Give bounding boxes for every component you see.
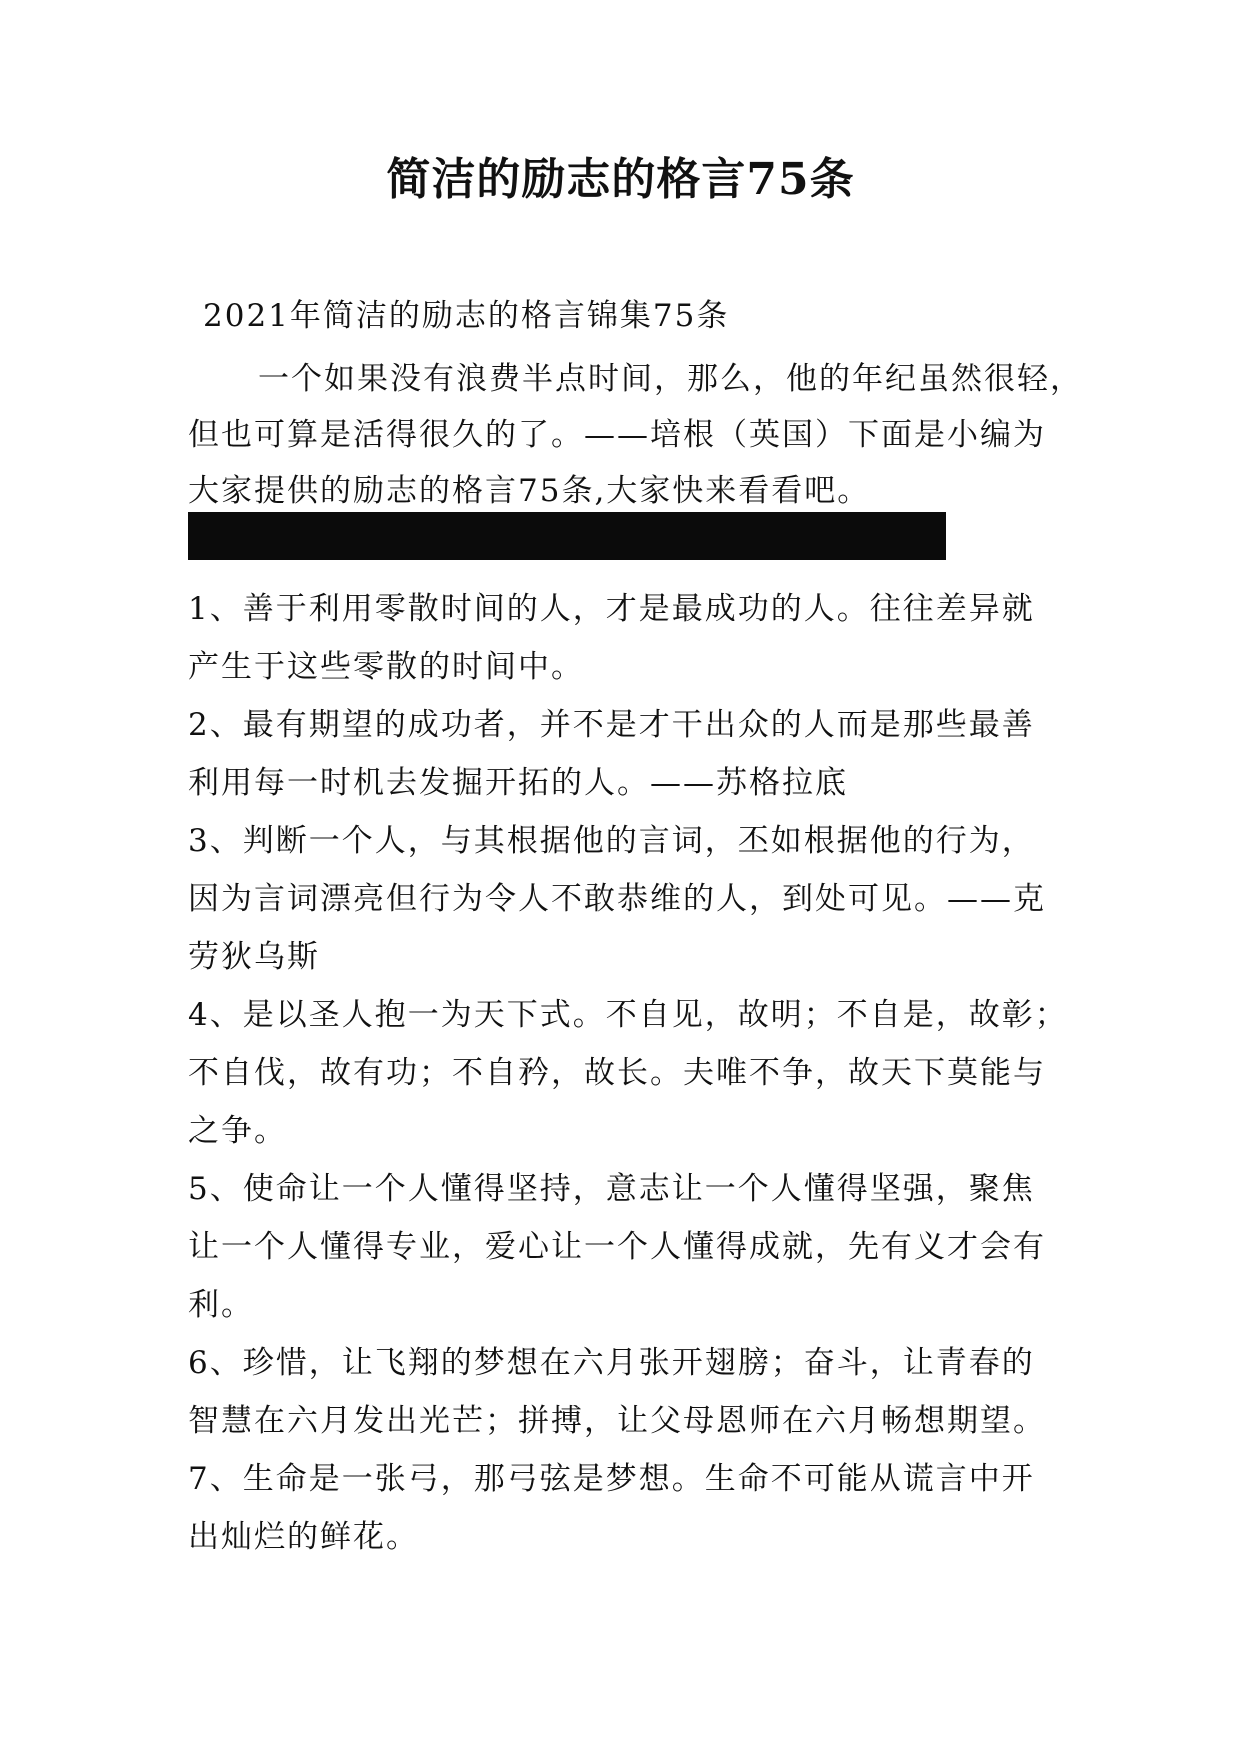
list-item-line: 产生于这些零散的时间中。 [188,649,584,685]
list-item-line: 5、使命让一个人懂得坚持，意志让一个人懂得坚强，聚焦 [188,1171,1035,1207]
list-item-line: 让一个人懂得专业，爱心让一个人懂得成就，先有义才会有 [188,1229,1046,1265]
list-item-line: 出灿烂的鲜花。 [188,1519,419,1555]
list-item-line: 因为言词漂亮但行为令人不敢恭维的人，到处可见。——克 [188,881,1046,917]
list-item-line: 1、善于利用零散时间的人，才是最成功的人。往往差异就 [188,591,1035,627]
intro-line: 一个如果没有浪费半点时间，那么，他的年纪虽然很轻， [258,361,1083,397]
intro-paragraph [188,351,1083,519]
list-item-line: 6、珍惜，让飞翔的梦想在六月张开翅膀；奋斗，让青春的 [188,1345,1035,1381]
list-item-line: 利。 [188,1287,254,1323]
redaction-bar [188,512,946,560]
list-item-line: 2、最有期望的成功者，并不是才干出众的人而是那些最善 [188,707,1035,743]
list-item-line: 7、生命是一张弓，那弓弦是梦想。生命不可能从谎言中开 [188,1461,1035,1497]
maxim-list [188,580,1068,1566]
list-item-line: 3、判断一个人，与其根据他的言词，丕如根据他的行为， [188,823,1035,859]
intro-line: 大家提供的励志的格言75条,大家快来看看吧。 [188,473,871,509]
list-item-line: 智慧在六月发出光芒；拼搏，让父母恩师在六月畅想期望。 [188,1403,1046,1439]
list-item-line: 4、是以圣人抱一为天下式。不自见，故明；不自是，故彰； [188,997,1068,1033]
intro-line: 但也可算是活得很久的了。——培根（英国）下面是小编为 [188,417,1046,453]
document-subtitle: 2021年简洁的励志的格言锦集75条 [203,298,730,334]
list-item-line: 不自伐，故有功；不自矜，故长。夫唯不争，故天下莫能与 [188,1055,1046,1091]
document-title: 简洁的励志的格言75条 [386,154,855,205]
list-item-line: 劳狄乌斯 [188,939,320,975]
list-item-line: 利用每一时机去发掘开拓的人。——苏格拉底 [188,765,848,801]
list-item-line: 之争。 [188,1113,287,1149]
